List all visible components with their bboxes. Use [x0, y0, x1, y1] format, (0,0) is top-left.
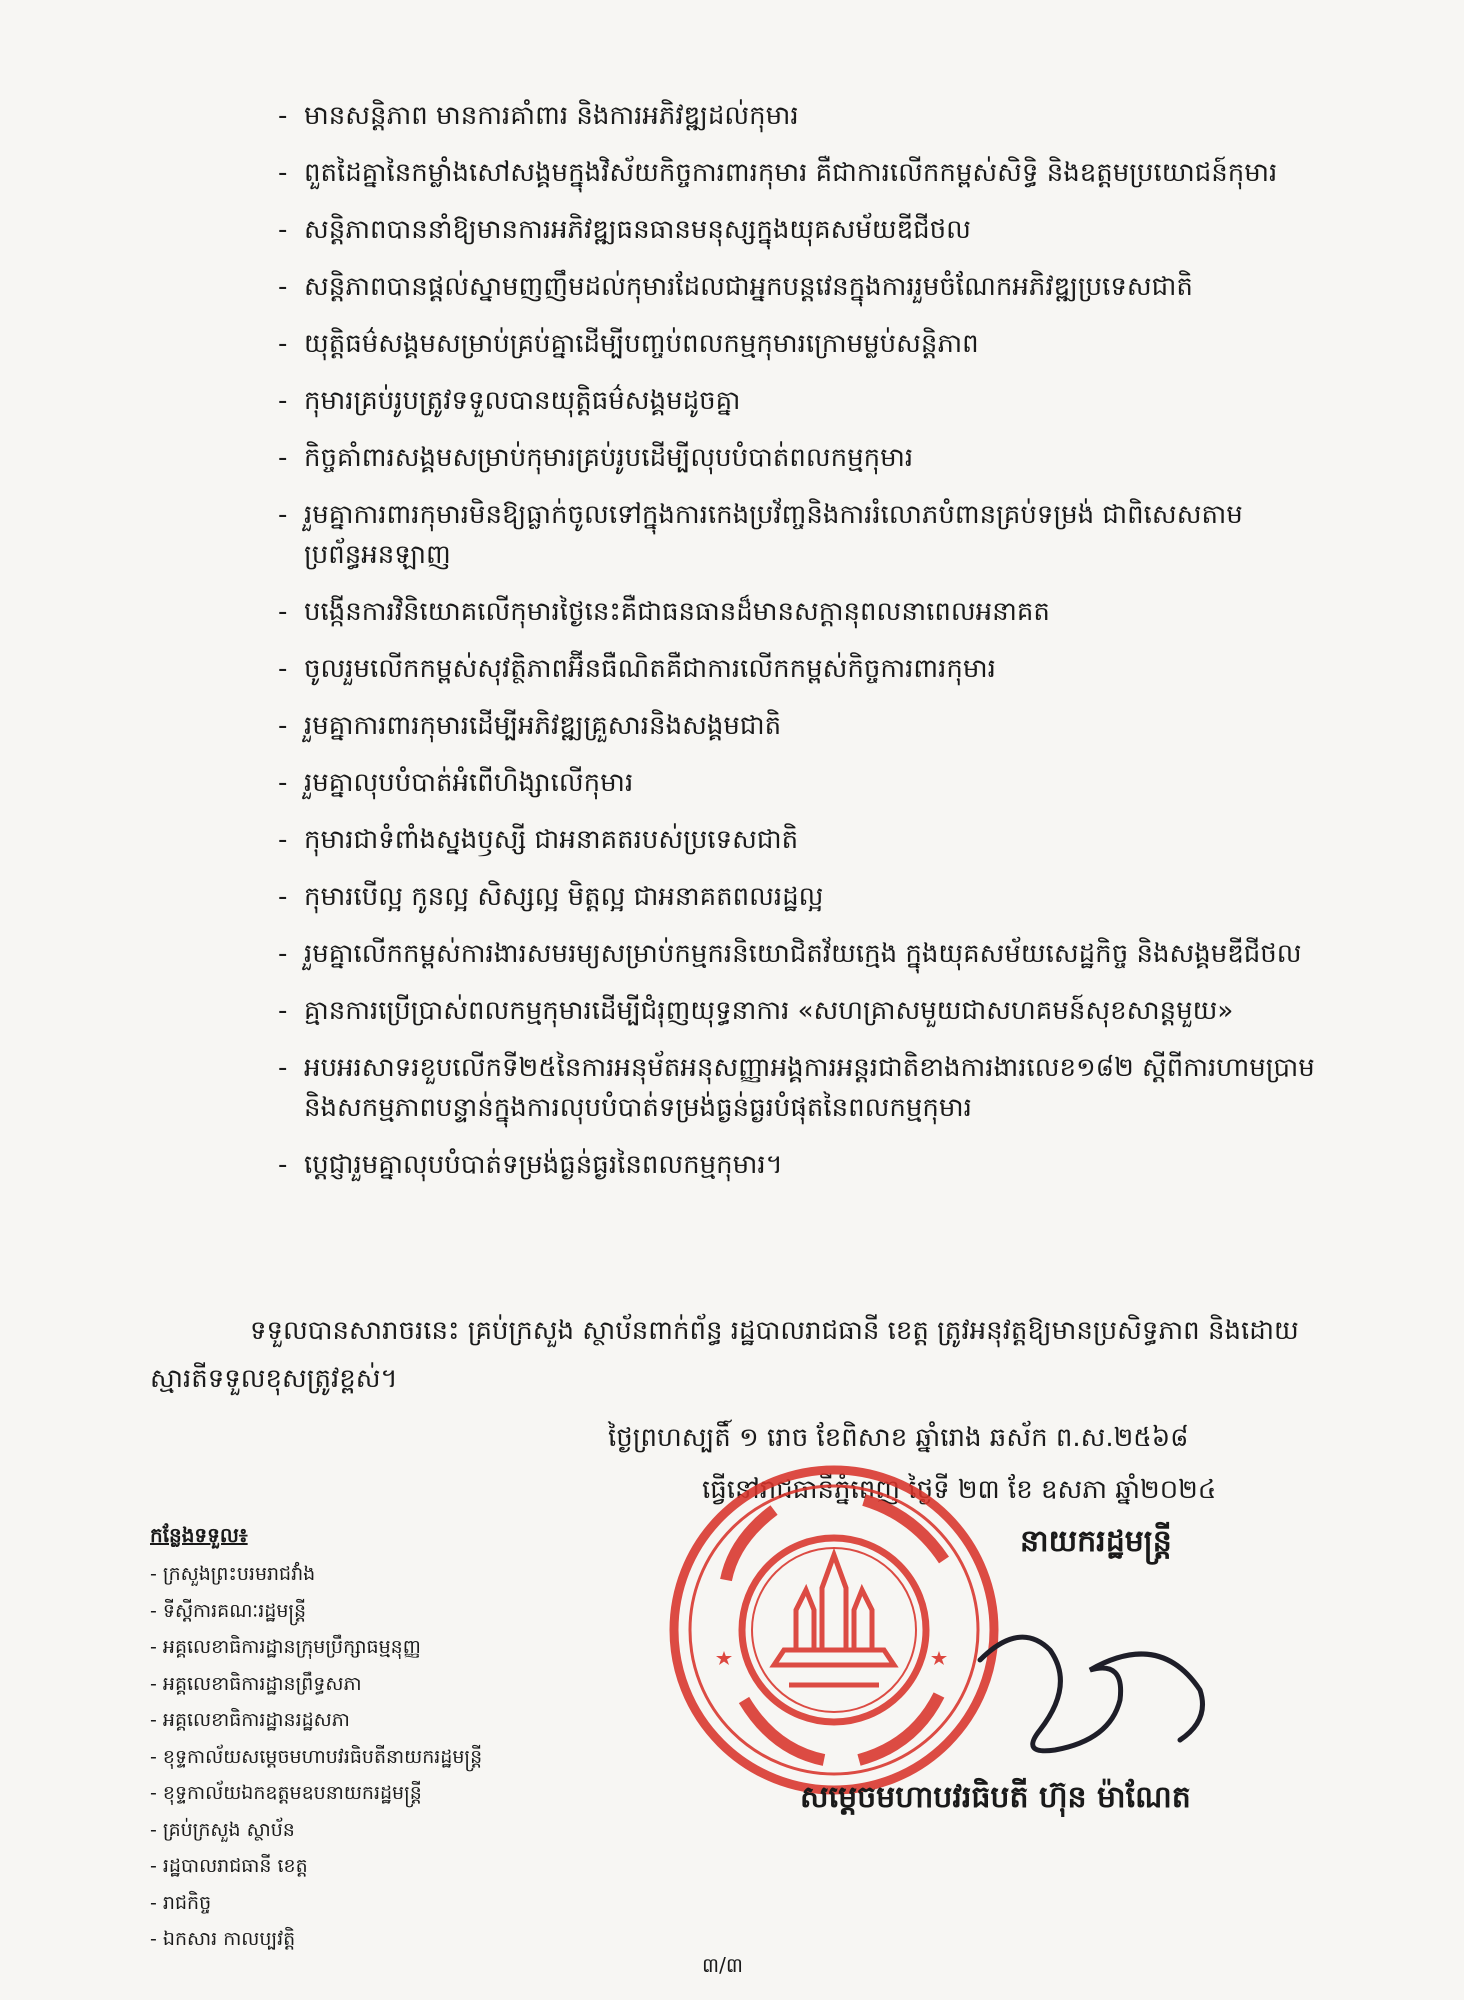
recipient-dash: -	[150, 1599, 157, 1622]
slogan-item	[278, 706, 1338, 746]
closing-paragraph-text: ទទួលបានសារាចរនេះ គ្រប់ក្រសួង ស្ថាប័នពាក់ព័ន្ធ រដ្ឋបាលរាជធានី ខេត្ត ត្រូវអនុវត្តឱ្យមានប្រសិទ្ធភាព និងដោយស្មារតីទទួលខុសត្រូវខ្ពស់។	[150, 1316, 1299, 1394]
recipient-dash: -	[150, 1818, 157, 1841]
slogan-item	[278, 96, 1338, 136]
recipient-dash: -	[150, 1672, 157, 1695]
slogan-item	[278, 210, 1338, 250]
recipient-item	[150, 1629, 482, 1666]
slogan-text: កុមារបើល្អ កូនល្អ សិស្សល្អ មិត្តល្អ ជាអនាគតពលរដ្ឋល្អ	[304, 882, 824, 912]
recipient-item	[150, 1593, 482, 1630]
recipient-text: រាជកិច្ច	[162, 1891, 212, 1914]
slogan-text: រួមគ្នាលើកកម្ពស់ការងារសមរម្យសម្រាប់កម្មករនិយោជិតវ័យក្មេង ក្នុងយុគសម័យសេដ្ឋកិច្ច និងសង្គមឌីជីថល	[304, 939, 1302, 969]
recipient-item	[150, 1812, 482, 1849]
slogan-item	[278, 820, 1338, 860]
lunar-date: ថ្ងៃព្រហស្បតិ៍ ១ រោច ខែពិសាខ ឆ្នាំរោង ឆស័ក ព.ស.២៥៦៨	[608, 1423, 1189, 1453]
bullet-dash: -	[278, 711, 288, 741]
page-number: ៣/៣	[702, 1953, 743, 1977]
recipient-dash: -	[150, 1782, 157, 1804]
recipient-text: អគ្គលេខាធិការដ្ឋានក្រុមប្រឹក្សាធម្មនុញ្ញ	[162, 1636, 421, 1658]
bullet-dash: -	[278, 768, 288, 798]
recipient-text: ឯកសារ កាលប្បវត្តិ	[162, 1928, 296, 1950]
slogan-item	[278, 1048, 1338, 1128]
slogan-item	[278, 592, 1338, 632]
bullet-dash: -	[278, 215, 288, 245]
recipient-item	[150, 1702, 482, 1739]
slogan-text: រួមគ្នាការពារកុមារដើម្បីអភិវឌ្ឍគ្រួសារនិងសង្គមជាតិ	[304, 711, 782, 741]
recipient-dash: -	[150, 1563, 157, 1585]
recipient-text: រដ្ឋបាលរាជធានី ខេត្ត	[162, 1855, 308, 1877]
recipient-dash: -	[150, 1636, 157, 1658]
slogan-text: កុមារជាទំពាំងស្នងឫស្សី ជាអនាគតរបស់ប្រទេសជាតិ	[304, 825, 799, 855]
recipient-item	[150, 1666, 482, 1703]
slogan-text: យុត្តិធម៌សង្គមសម្រាប់គ្រប់គ្នាដើម្បីបញ្ចប់ពលកម្មកុមារក្រោមម្លប់សន្តិភាព	[304, 329, 979, 359]
slogan-item	[278, 1145, 1338, 1185]
recipient-text: ក្រសួងព្រះបរមរាជវាំង	[162, 1563, 316, 1585]
recipient-item	[150, 1556, 482, 1593]
slogan-text: អបអរសាទរខួបលើកទី២៥នៃការអនុម័តអនុសញ្ញាអង្គការអន្តរជាតិខាងការងារលេខ១៨២ ស្តីពីការហាមប្រាមនិងសកម្មភាពបន្ទាន់ក្នុងការលុបបំបាត់ទម្រង់ធ្ងន់ធ្ងរបំផុតនៃពលកម្មកុមារ	[304, 1053, 1315, 1123]
slogan-item	[278, 763, 1338, 803]
slogan-item	[278, 438, 1338, 478]
recipient-text: ខុទ្ទកាល័យឯកឧត្តមឧបនាយករដ្ឋមន្ត្រី	[162, 1782, 422, 1804]
recipient-dash: -	[150, 1745, 157, 1768]
recipient-text: អគ្គលេខាធិការដ្ឋានរដ្ឋសភា	[162, 1709, 350, 1731]
bullet-dash: -	[278, 597, 288, 627]
bullet-dash: -	[278, 500, 288, 530]
recipients-list	[150, 1556, 482, 1958]
recipient-dash: -	[150, 1855, 157, 1877]
slogan-text: ពួតដៃគ្នានៃកម្លាំងសៅសង្គមក្នុងវិស័យកិច្ចការពារកុមារ គឺជាការលើកកម្ពស់សិទ្ធិ និងឧត្តមប្រយោជន៍កុមារ	[304, 158, 1278, 188]
slogan-item	[278, 381, 1338, 421]
slogan-text: គ្មានការប្រើប្រាស់ពលកម្មកុមារដើម្បីជំរុញយុទ្ធនាការ «សហគ្រាសមួយជាសហគមន៍សុខសាន្តមួយ»	[304, 996, 1234, 1026]
recipient-item	[150, 1775, 482, 1812]
recipient-dash: -	[150, 1928, 157, 1950]
slogan-text: រួមគ្នាលុបបំបាត់អំពើហិង្សាលើកុមារ	[304, 768, 634, 798]
closing-paragraph	[150, 1307, 1340, 1403]
slogan-item	[278, 153, 1338, 193]
slogan-text: សន្តិភាពបានផ្តល់ស្នាមញញឹមដល់កុមារដែលជាអ្នកបន្តវេនក្នុងការរួមចំណែកអភិវឌ្ឍប្រទេសជាតិ	[304, 272, 1193, 302]
bullet-dash: -	[278, 1150, 288, 1180]
recipient-item	[150, 1885, 482, 1922]
slogan-item	[278, 934, 1338, 974]
bullet-dash: -	[278, 329, 288, 359]
slogan-text: រួមគ្នាការពារកុមារមិនឱ្យធ្លាក់ចូលទៅក្នុងការកេងប្រវ័ញ្ចនិងការរំលោភបំពានគ្រប់ទម្រង់ ជាពិសេសតាមប្រព័ន្ធអនឡាញ	[304, 500, 1243, 570]
slogan-item	[278, 877, 1338, 917]
bullet-dash: -	[278, 443, 288, 473]
slogan-item	[278, 495, 1338, 575]
slogan-text: កិច្ចគាំពារសង្គមសម្រាប់កុមារគ្រប់រូបដើម្បីលុបបំបាត់ពលកម្មកុមារ	[304, 443, 914, 473]
recipients-heading: កន្លែងទទួល៖	[150, 1523, 248, 1547]
recipient-text: ខុទ្ទកាល័យសម្តេចមហាបវរធិបតីនាយករដ្ឋមន្ត្រី	[162, 1745, 483, 1768]
slogan-text: កុមារគ្រប់រូបត្រូវទទួលបានយុត្តិធម៌សង្គមដូចគ្នា	[304, 386, 741, 416]
recipient-dash: -	[150, 1709, 157, 1731]
bullet-dash: -	[278, 825, 288, 855]
slogan-text: សន្តិភាពបាននាំឱ្យមានការអភិវឌ្ឍធនធានមនុស្សក្នុងយុគសម័យឌីជីថល	[304, 215, 971, 245]
signatory-name: សម្តេចមហាបវរធិបតី ហ៊ុន ម៉ាណែត	[800, 1780, 1191, 1815]
recipient-text: ទីស្តីការគណៈរដ្ឋមន្ត្រី	[162, 1599, 307, 1622]
solar-date: ធ្វើនៅរាជធានីភ្នំពេញ ថ្ងៃទី ២៣ ខែ ឧសភា ឆ្នាំ២០២៤	[702, 1475, 1217, 1505]
slogan-item	[278, 267, 1338, 307]
bullet-dash: -	[278, 996, 288, 1026]
bullet-dash: -	[278, 939, 288, 969]
recipient-text: គ្រប់ក្រសួង ស្ថាប័ន	[162, 1818, 295, 1841]
recipient-dash: -	[150, 1891, 157, 1914]
bullet-dash: -	[278, 101, 288, 131]
signatory-title: នាយករដ្ឋមន្ត្រី	[1020, 1524, 1172, 1559]
slogan-text: បង្កើនការវិនិយោគលើកុមារថ្ងៃនេះគឺជាធនធានដ៏មានសក្តានុពលនាពេលអនាគត	[304, 597, 1050, 627]
bullet-dash: -	[278, 654, 288, 684]
recipient-text: អគ្គលេខាធិការដ្ឋានព្រឹទ្ធសភា	[162, 1672, 362, 1695]
recipient-item	[150, 1848, 482, 1885]
slogan-item	[278, 324, 1338, 364]
slogan-item	[278, 649, 1338, 689]
bullet-dash: -	[278, 158, 288, 188]
slogan-text: មានសន្តិភាព មានការគាំពារ និងការអភិវឌ្ឍដល់កុមារ	[304, 101, 799, 131]
recipient-item	[150, 1739, 482, 1776]
bullet-dash: -	[278, 1053, 288, 1083]
slogan-item	[278, 991, 1338, 1031]
slogan-text: ចូលរួមលើកកម្ពស់សុវត្ថិភាពអ៊ីនធឺណិតគឺជាការលើកកម្ពស់កិច្ចការពារកុមារ	[304, 654, 996, 684]
recipient-item	[150, 1921, 482, 1958]
bullet-dash: -	[278, 882, 288, 912]
bullet-dash: -	[278, 272, 288, 302]
slogan-text: ប្តេជ្ញារួមគ្នាលុបបំបាត់ទម្រង់ធ្ងន់ធ្ងរនៃពលកម្មកុមារ។	[304, 1150, 783, 1180]
slogan-list	[278, 96, 1338, 1202]
bullet-dash: -	[278, 386, 288, 416]
signature-icon	[960, 1600, 1220, 1770]
official-seal-icon	[664, 1460, 1004, 1800]
